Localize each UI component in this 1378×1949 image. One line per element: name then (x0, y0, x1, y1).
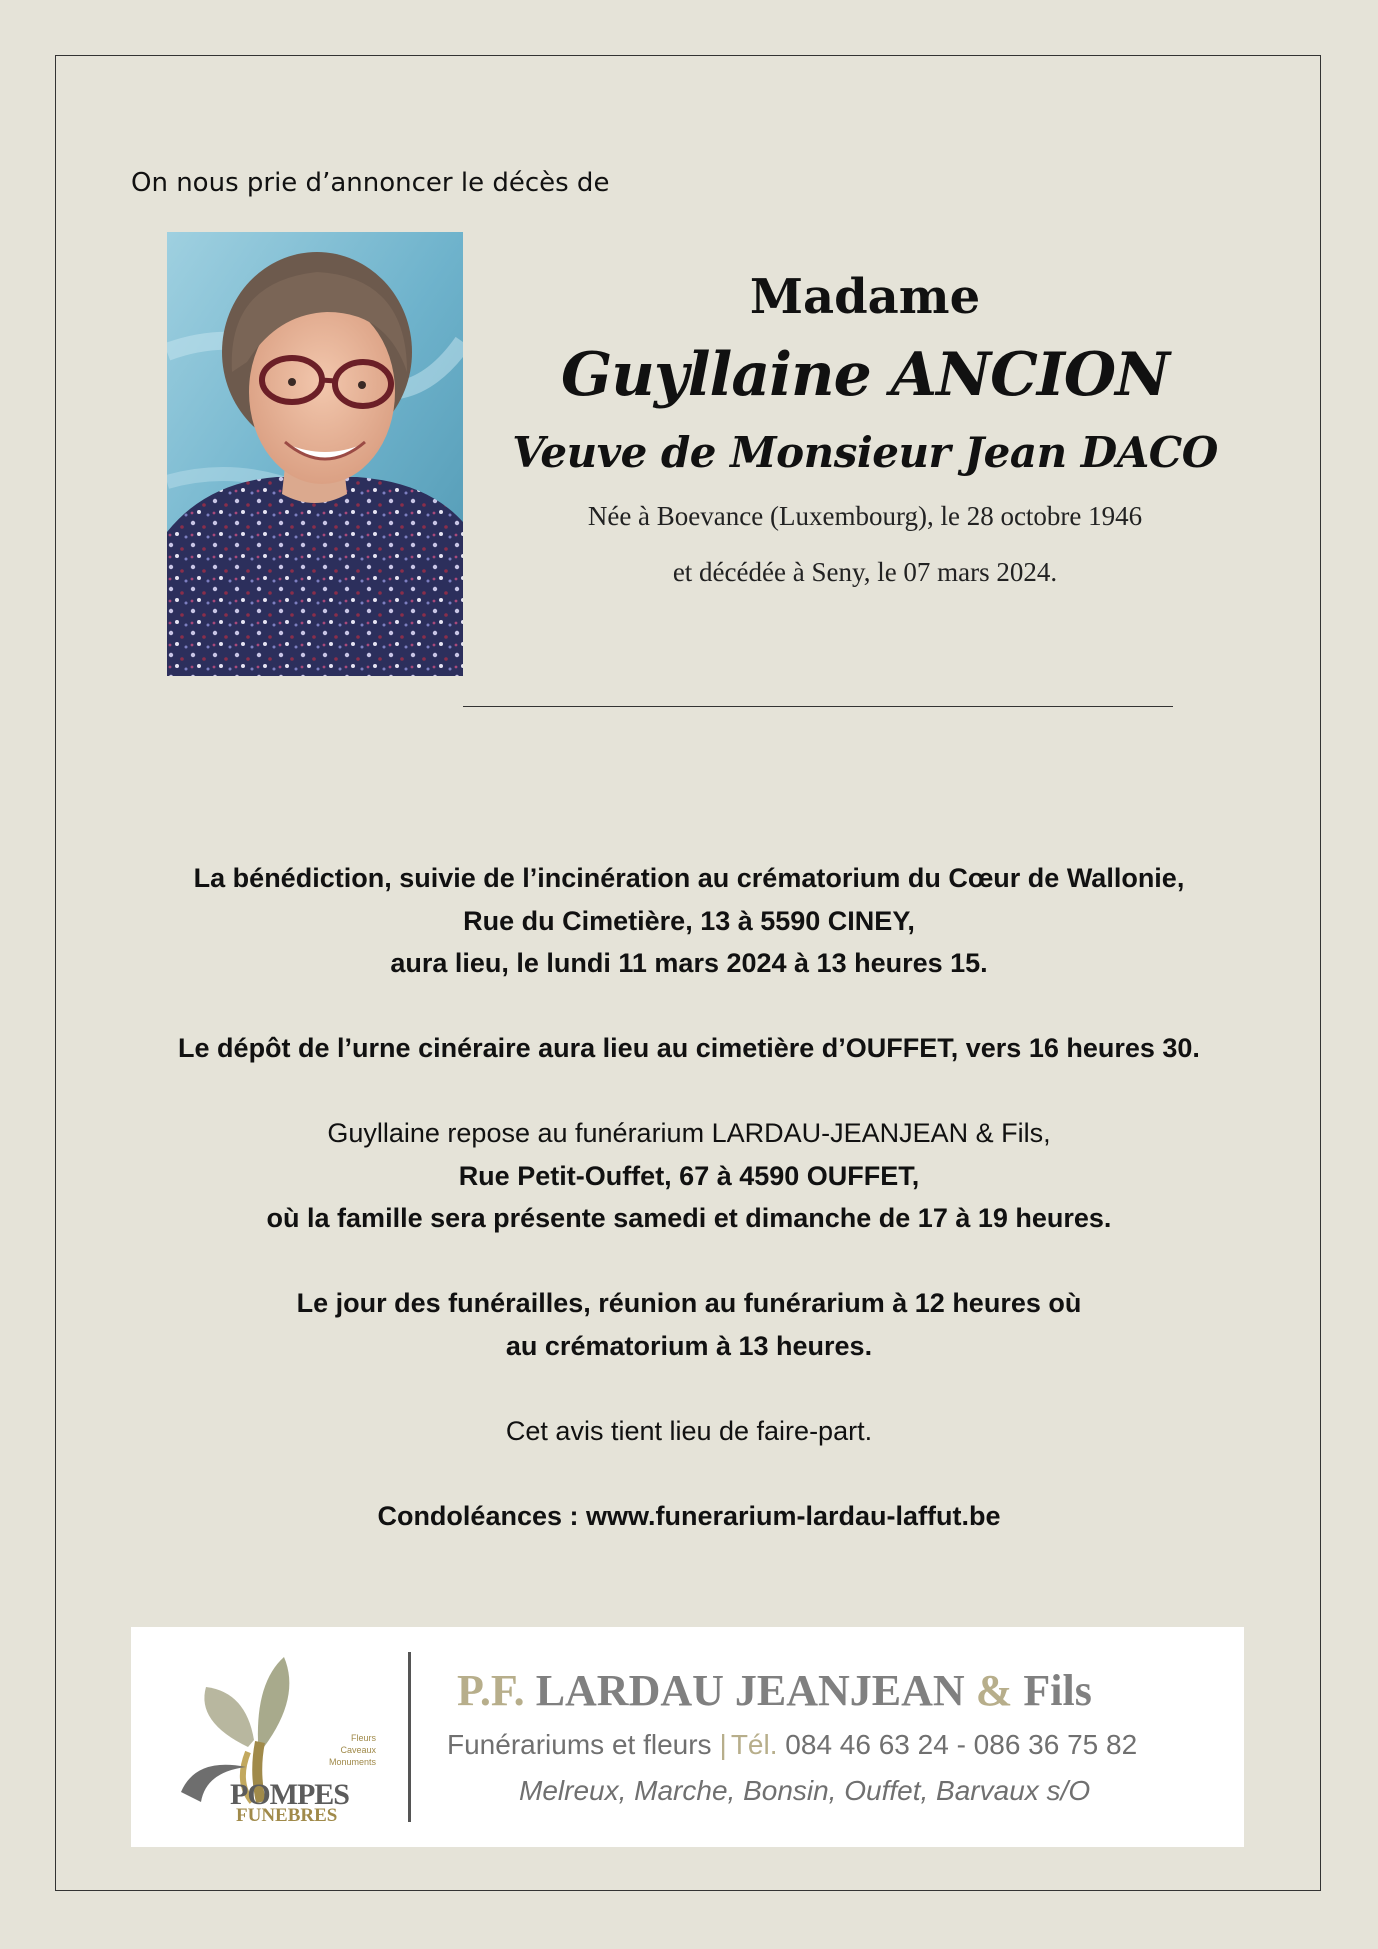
deceased-name: Guyllaine ANCION (561, 340, 1169, 410)
logo-pompes: POMPES (230, 1778, 349, 1811)
rest-line-1: Guyllaine repose au funérarium LARDAU-JEANJEAN & Fils, (327, 1118, 1051, 1148)
urn-deposit: Le dépôt de l’urne cinéraire aura lieu au cimetière d’OUFFET, vers 16 heures 30. (178, 1033, 1200, 1063)
ceremony-line-1: La bénédiction, suivie de l’incinération au crématorium du Cœur de Wallonie, (193, 863, 1185, 893)
rest-line-2: Rue Petit-Ouffet, 67 à 4590 OUFFET, (458, 1160, 920, 1191)
ceremony-line-3: aura lieu, le lundi 11 mars 2024 à 13 heures 15. (390, 948, 988, 978)
logo-services-words: Fleurs Caveaux Monuments (328, 1733, 376, 1767)
rest-line-3: où la famille sera présente samedi et dimanche de 17 à 19 heures. (266, 1203, 1112, 1233)
logo-divider (408, 1652, 411, 1822)
separator-line (463, 706, 1173, 707)
birth-line: Née à Boevance (Luxembourg), le 28 octobre 1946 (587, 501, 1143, 531)
logo-funebres: FUNEBRES (236, 1805, 338, 1826)
announcement-body (100, 857, 1278, 1537)
funeral-home-locations: Melreux, Marche, Bonsin, Ouffet, Barvaux s/O (519, 1775, 1091, 1806)
funeral-home-logo (176, 1652, 386, 1837)
phone-numbers: 084 46 63 24 - 086 36 75 82 (785, 1729, 1138, 1760)
funeral-home-name: P.F. LARDAU JEANJEAN & Fils (457, 1666, 1092, 1715)
notice-text: Cet avis tient lieu de faire-part. (505, 1415, 873, 1446)
meeting-line-2: au crématorium à 13 heures. (505, 1330, 873, 1361)
death-line: et décédée à Seny, le 07 mars 2024. (672, 557, 1058, 587)
honorific: Madame (749, 269, 981, 325)
ceremony-line-2: Rue du Cimetière, 13 à 5590 CINEY, (463, 905, 915, 936)
deceased-identity (500, 262, 1230, 600)
widow-of: Veuve de Monsieur Jean DACO (512, 428, 1218, 477)
funeral-home-banner (131, 1627, 1244, 1847)
funeral-home-contact: Funérariums et fleurs | Tél. 084 46 63 24 - 086 36 75 82 (447, 1729, 1138, 1760)
meeting-line-1: Le jour des funérailles, réunion au funérarium à 12 heures où (296, 1288, 1082, 1318)
portrait-photo (167, 232, 463, 676)
intro-text: On nous prie d’annoncer le décès de (131, 168, 610, 198)
condolences-text: Condoléances : www.funerarium-lardau-laffut.be (377, 1500, 1001, 1531)
